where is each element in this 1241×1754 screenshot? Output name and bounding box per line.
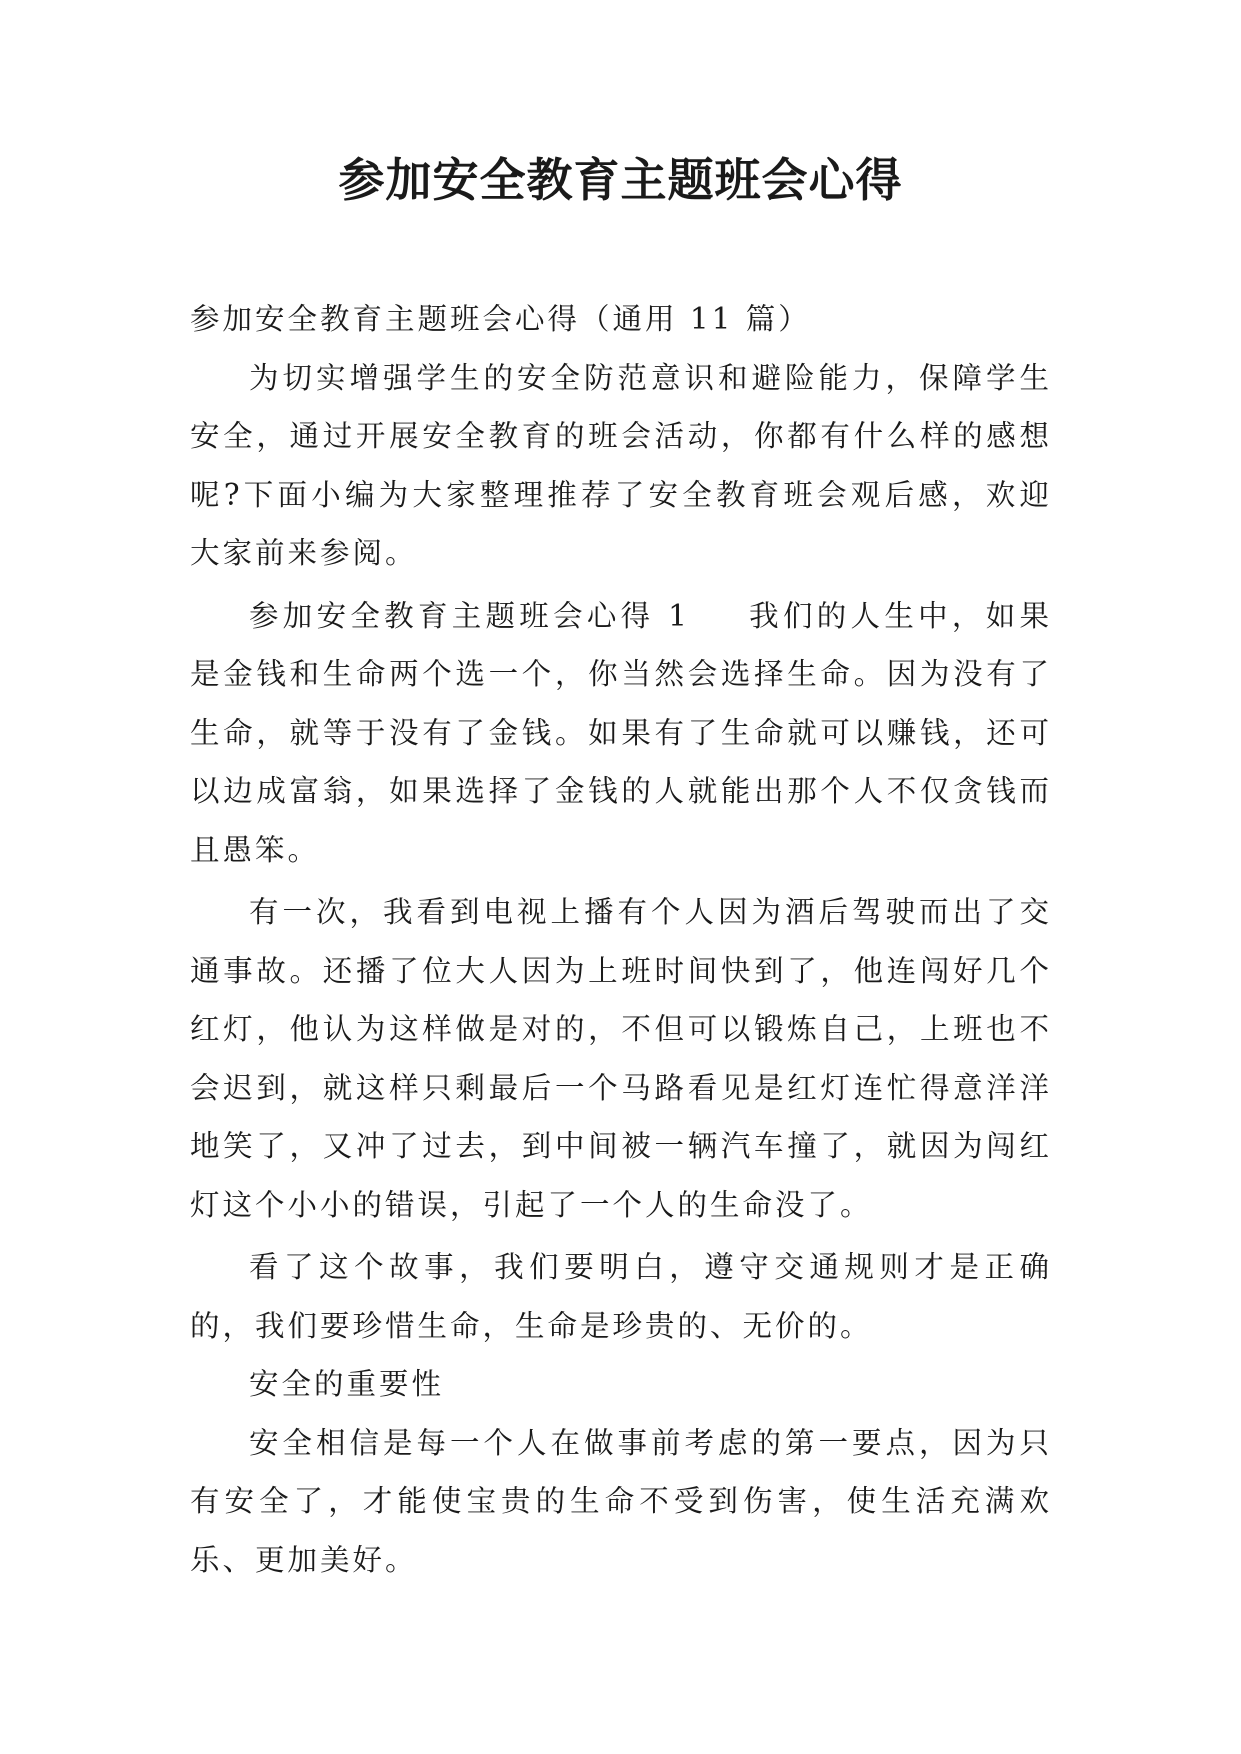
paragraph-2: 有一次，我看到电视上播有个人因为酒后驾驶而出了交通事故。还播了位大人因为上班时间快到了，他连闯好几个红灯，他认为这样做是对的，不但可以锻炼自己，上班也不会迟到，就这样只剩最后一个马路看见是红灯连忙得意洋洋地笑了，又冲了过去，到中间被一辆汽车撞了，就因为闯红灯这个小小的错误，引起了一个人的生命没了。 <box>190 895 1052 1222</box>
section-1-text: 我们的人生中，如果是金钱和生命两个选一个，你当然会选择生命。因为没有了生命，就等于没有了金钱。如果有了生命就可以赚钱，还可以边成富翁，如果选择了金钱的人就能出那个人不仅贪钱而且愚笨。 <box>190 598 1052 867</box>
intro-paragraph: 为切实增强学生的安全防范意识和避险能力，保障学生安全，通过开展安全教育的班会活动，你都有什么样的感想呢?下面小编为大家整理推荐了安全教育班会观后感，欢迎大家前来参阅。 <box>190 360 1052 570</box>
section-1-paragraph <box>190 587 1052 880</box>
section-1-heading: 参加安全教育主题班会心得 1 <box>249 598 690 633</box>
document-title: 参加安全教育主题班会心得 <box>338 153 903 207</box>
document-subtitle: 参加安全教育主题班会心得（通用 11 篇） <box>190 302 811 336</box>
paragraph-5: 安全相信是每一个人在做事前考虑的第一要点，因为只有安全了，才能使宝贵的生命不受到伤害，使生活充满欢乐、更加美好。 <box>190 1425 1052 1577</box>
document-body <box>190 290 1052 1589</box>
paragraph-4-heading: 安全的重要性 <box>249 1367 445 1401</box>
paragraph-3: 看了这个故事，我们要明白，遵守交通规则才是正确的，我们要珍惜生命，生命是珍贵的、无价的。 <box>190 1250 1052 1343</box>
